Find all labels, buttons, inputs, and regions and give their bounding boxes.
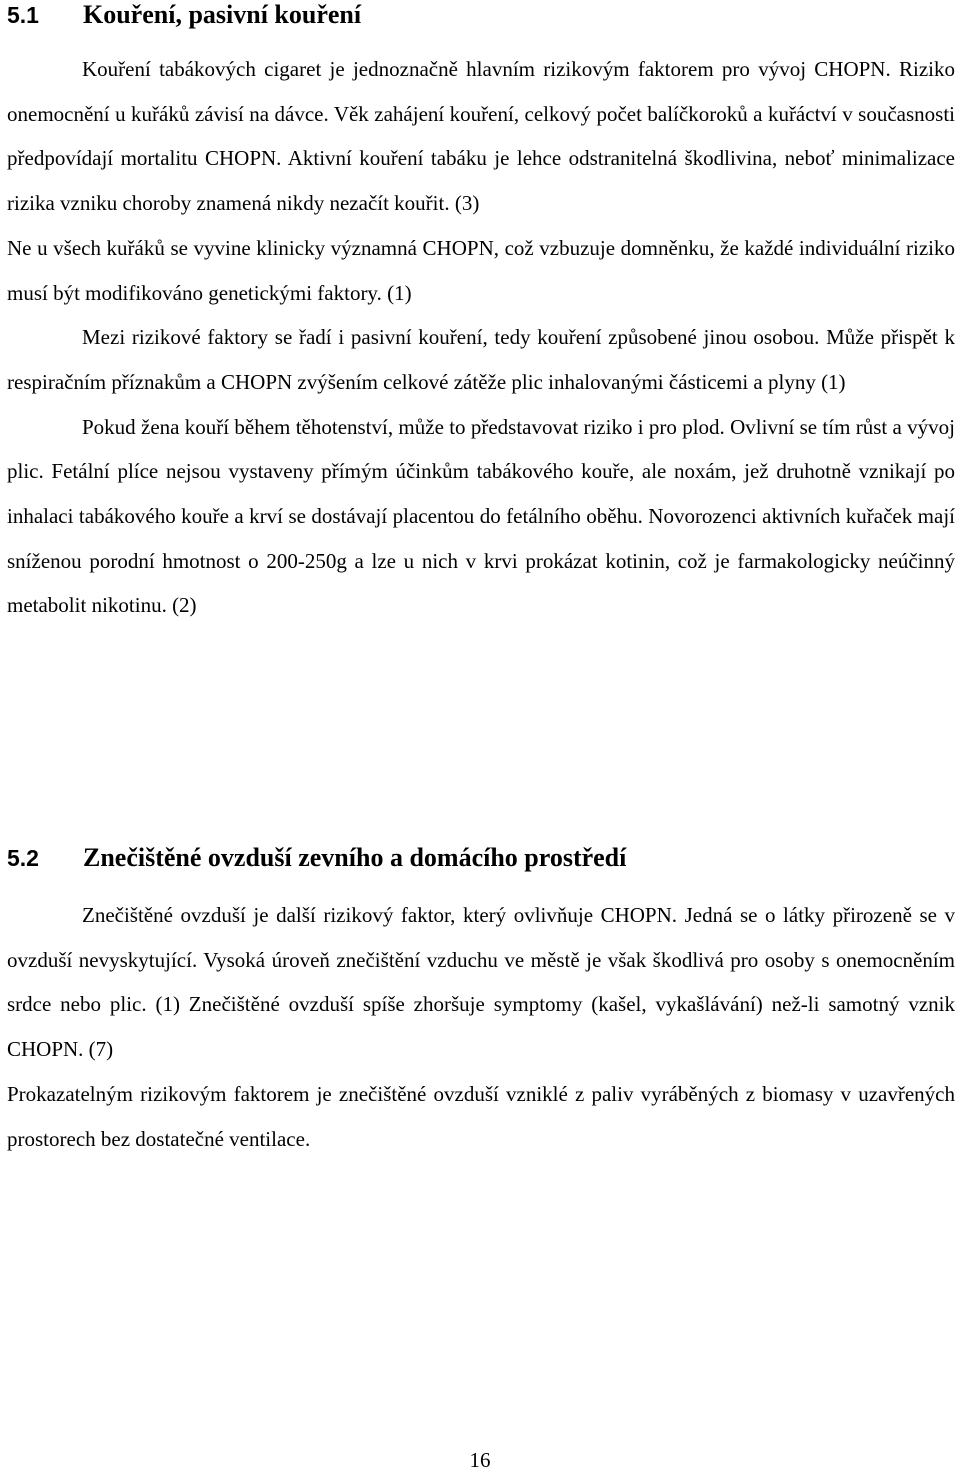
section-body-5-1 bbox=[7, 47, 955, 628]
paragraph: Pokud žena kouří během těhotenství, může to představovat riziko i pro plod. Ovlivní se tím růst a vývoj plic. Fetální plíce nejsou vystaveny přímým účinkům tabákového kouře, ale noxám, jež druhotně vznikají po inhalaci tabákového kouře a krví se dostávají placentou do fetálního oběhu. Novorozenci aktivních kuřaček mají sníženou porodní hmotnost o 200-250g a lze u nich v krvi prokázat kotinin, což je farmakologicky neúčinný metabolit nikotinu. (2) bbox=[7, 414, 955, 618]
section-body-5-2 bbox=[7, 893, 955, 1161]
section-title: Znečištěné ovzduší zevního a domácího prostředí bbox=[83, 843, 627, 872]
page-number: 16 bbox=[469, 1448, 491, 1472]
section-number: 5.1 bbox=[7, 2, 39, 28]
section-title: Kouření, pasivní kouření bbox=[83, 0, 362, 29]
paragraph: Ne u všech kuřáků se vyvine klinicky významná CHOPN, což vzbuzuje domněnku, že každé individuální riziko musí být modifikováno genetickými faktory. (1) bbox=[7, 235, 955, 305]
paragraph: Znečištěné ovzduší je další rizikový faktor, který ovlivňuje CHOPN. Jedná se o látky přirozeně se v ovzduší nevyskytující. Vysoká úroveň znečištění vzduchu ve městě je však škodlivá pro osoby s onemocněním srdce nebo plic. (1) Znečištěné ovzduší spíše zhoršuje symptomy (kašel, vykašlávání) než-li samotný vznik CHOPN. (7) bbox=[7, 903, 955, 1062]
paragraph: Mezi rizikové faktory se řadí i pasivní kouření, tedy kouření způsobené jinou osobou. Může přispět k respiračním příznakům a CHOPN zvýšením celkové zátěže plic inhalovanými částicemi a plyny (1) bbox=[7, 325, 955, 394]
paragraph: Prokazatelným rizikovým faktorem je znečištěné ovzduší vzniklé z paliv vyráběných z biomasy v uzavřených prostorech bez dostatečné ventilace. bbox=[7, 1081, 955, 1151]
paragraph: Kouření tabákových cigaret je jednoznačně hlavním rizikovým faktorem pro vývoj CHOPN. Riziko onemocnění u kuřáků závisí na dávce. Věk zahájení kouření, celkový počet balíčkoroků a kuřáctví v současnosti předpovídají mortalitu CHOPN. Aktivní kouření tabáku je lehce odstranitelná škodlivina, neboť minimalizace rizika vzniku choroby znamená nikdy nezačít kouřit. (3) bbox=[7, 57, 955, 216]
section-number: 5.2 bbox=[7, 845, 39, 871]
